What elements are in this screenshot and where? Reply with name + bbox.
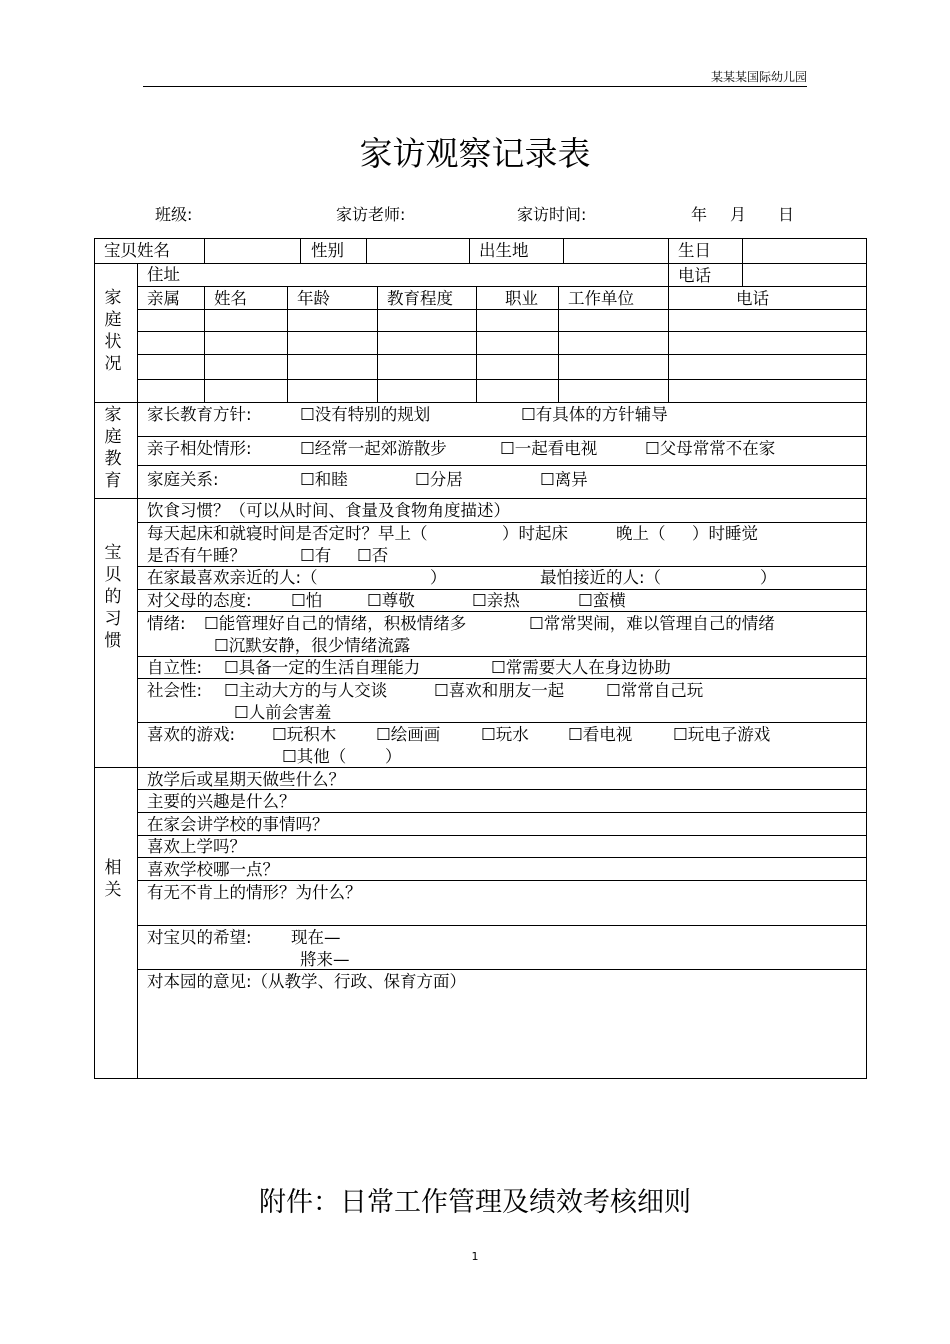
education-policy-label: 家长教育方针: [147, 405, 252, 424]
option-separated[interactable]: ☐分居 [415, 470, 463, 489]
option-other-close: ） [385, 747, 402, 766]
option-specific-plan[interactable]: ☐有具体的方针辅导 [521, 405, 668, 424]
option-emotion-cries[interactable]: ☐常常哭闹，难以管理自己的情绪 [529, 614, 775, 633]
parent-child-label: 亲子相处情形: [147, 439, 252, 458]
section-family-education: 家庭教育 [104, 405, 122, 491]
opinion-label: 对本园的意见:（从教学、行政、保育方面） [147, 972, 467, 991]
option-respect[interactable]: ☐尊敬 [367, 591, 415, 610]
sleep-question: 每天起床和就寝时间是否定时？早上（ [147, 524, 428, 543]
hope-now: 现在— [291, 928, 341, 947]
option-harmony[interactable]: ☐和睦 [300, 470, 348, 489]
option-emotion-managed[interactable]: ☐能管理好自己的情绪，积极情绪多 [204, 614, 467, 633]
question-refuses: 有无不肯上的情形？为什么？ [147, 883, 362, 902]
col-age: 年龄 [297, 289, 330, 308]
option-plays-alone[interactable]: ☐常常自己玩 [606, 681, 704, 700]
record-table [94, 238, 867, 1079]
attitude-label: 对父母的态度: [147, 591, 252, 610]
hope-label: 对宝贝的希望: [147, 928, 252, 947]
option-rude[interactable]: ☐蛮横 [578, 591, 626, 610]
col-workplace: 工作单位 [568, 289, 634, 308]
col-name: 姓名 [214, 289, 247, 308]
wake-suffix: ）时起床 [502, 524, 568, 543]
games-label: 喜欢的游戏: [147, 725, 236, 744]
question-after-school: 放学后或星期天做些什么？ [147, 770, 345, 789]
option-drawing[interactable]: ☐绘画画 [376, 725, 441, 744]
option-emotion-quiet[interactable]: ☐沉默安静，很少情绪流露 [214, 636, 411, 655]
month-label: 月 [730, 205, 747, 224]
birthday-label: 生日 [678, 241, 711, 260]
baby-name-label: 宝贝姓名 [104, 241, 170, 260]
option-watch-tv-together[interactable]: ☐一起看电视 [500, 439, 598, 458]
option-afraid[interactable]: ☐怕 [291, 591, 323, 610]
option-other[interactable]: ☐其他（ [282, 747, 347, 766]
question-likes-school: 喜欢上学吗？ [147, 837, 246, 856]
col-phone: 电话 [736, 289, 769, 308]
option-no-plan[interactable]: ☐没有特别的规划 [300, 405, 431, 424]
school-name: 某某某国际幼儿园 [710, 70, 807, 84]
option-nap-no[interactable]: ☐否 [357, 546, 389, 565]
day-label: 日 [778, 205, 795, 224]
form-title: 家访观察记录表 [359, 134, 591, 173]
independence-label: 自立性: [147, 658, 203, 677]
option-nap-yes[interactable]: ☐有 [300, 546, 332, 565]
afraid-person-close: ） [760, 568, 777, 587]
page-header [143, 68, 807, 87]
nap-question: 是否有午睡？ [147, 546, 246, 565]
option-talkative[interactable]: ☐主动大方的与人交谈 [224, 681, 388, 700]
option-outings[interactable]: ☐经常一起郊游散步 [300, 439, 447, 458]
page-number: 1 [471, 1250, 479, 1263]
col-education: 教育程度 [387, 289, 453, 308]
section-related: 相关 [104, 858, 122, 900]
afraid-person-label: 最怕接近的人:（ [540, 568, 662, 587]
closest-person-label: 在家最喜欢亲近的人:（ [147, 568, 318, 587]
class-label: 班级: [155, 205, 193, 224]
option-blocks[interactable]: ☐玩积木 [272, 725, 337, 744]
annex-title: 附件：日常工作管理及绩效考核细则 [259, 1187, 691, 1218]
address-label: 住址 [147, 265, 180, 284]
option-parents-away[interactable]: ☐父母常常不在家 [645, 439, 776, 458]
option-self-care[interactable]: ☐具备一定的生活自理能力 [224, 658, 421, 677]
col-relative: 亲属 [147, 289, 180, 308]
section-habits: 宝贝的习惯 [104, 543, 122, 651]
option-shy[interactable]: ☐人前会害羞 [234, 703, 332, 722]
question-talks-school: 在家会讲学校的事情吗？ [147, 815, 329, 834]
emotion-label: 情绪: [147, 614, 186, 633]
section-family-situation: 家庭状况 [104, 288, 122, 374]
sleep-suffix: ）时睡觉 [692, 524, 758, 543]
question-likes-what: 喜欢学校哪一点？ [147, 860, 279, 879]
option-video-games[interactable]: ☐玩电子游戏 [673, 725, 771, 744]
closest-person-close: ） [430, 568, 447, 587]
night-label: 晚上（ [616, 524, 666, 543]
year-label: 年 [691, 205, 708, 224]
family-relation-label: 家庭关系: [147, 470, 219, 489]
col-occupation: 职业 [505, 289, 538, 308]
option-divorced[interactable]: ☐离异 [540, 470, 588, 489]
option-water[interactable]: ☐玩水 [481, 725, 529, 744]
option-needs-help[interactable]: ☐常需要大人在身边协助 [491, 658, 671, 677]
gender-label: 性别 [311, 241, 344, 260]
option-affectionate[interactable]: ☐亲热 [472, 591, 520, 610]
hope-future: 將来— [300, 950, 350, 969]
social-label: 社会性: [147, 681, 203, 700]
phone-label: 电话 [678, 266, 711, 285]
option-with-friends[interactable]: ☐喜欢和朋友一起 [434, 681, 565, 700]
diet-question: 饮食习惯？（可以从时间、食量及食物角度描述） [147, 501, 510, 520]
teacher-label: 家访老师: [336, 205, 406, 224]
visit-time-label: 家访时间: [517, 205, 587, 224]
option-tv[interactable]: ☐看电视 [568, 725, 633, 744]
question-interests: 主要的兴趣是什么？ [147, 792, 296, 811]
birthplace-label: 出生地 [479, 241, 529, 260]
